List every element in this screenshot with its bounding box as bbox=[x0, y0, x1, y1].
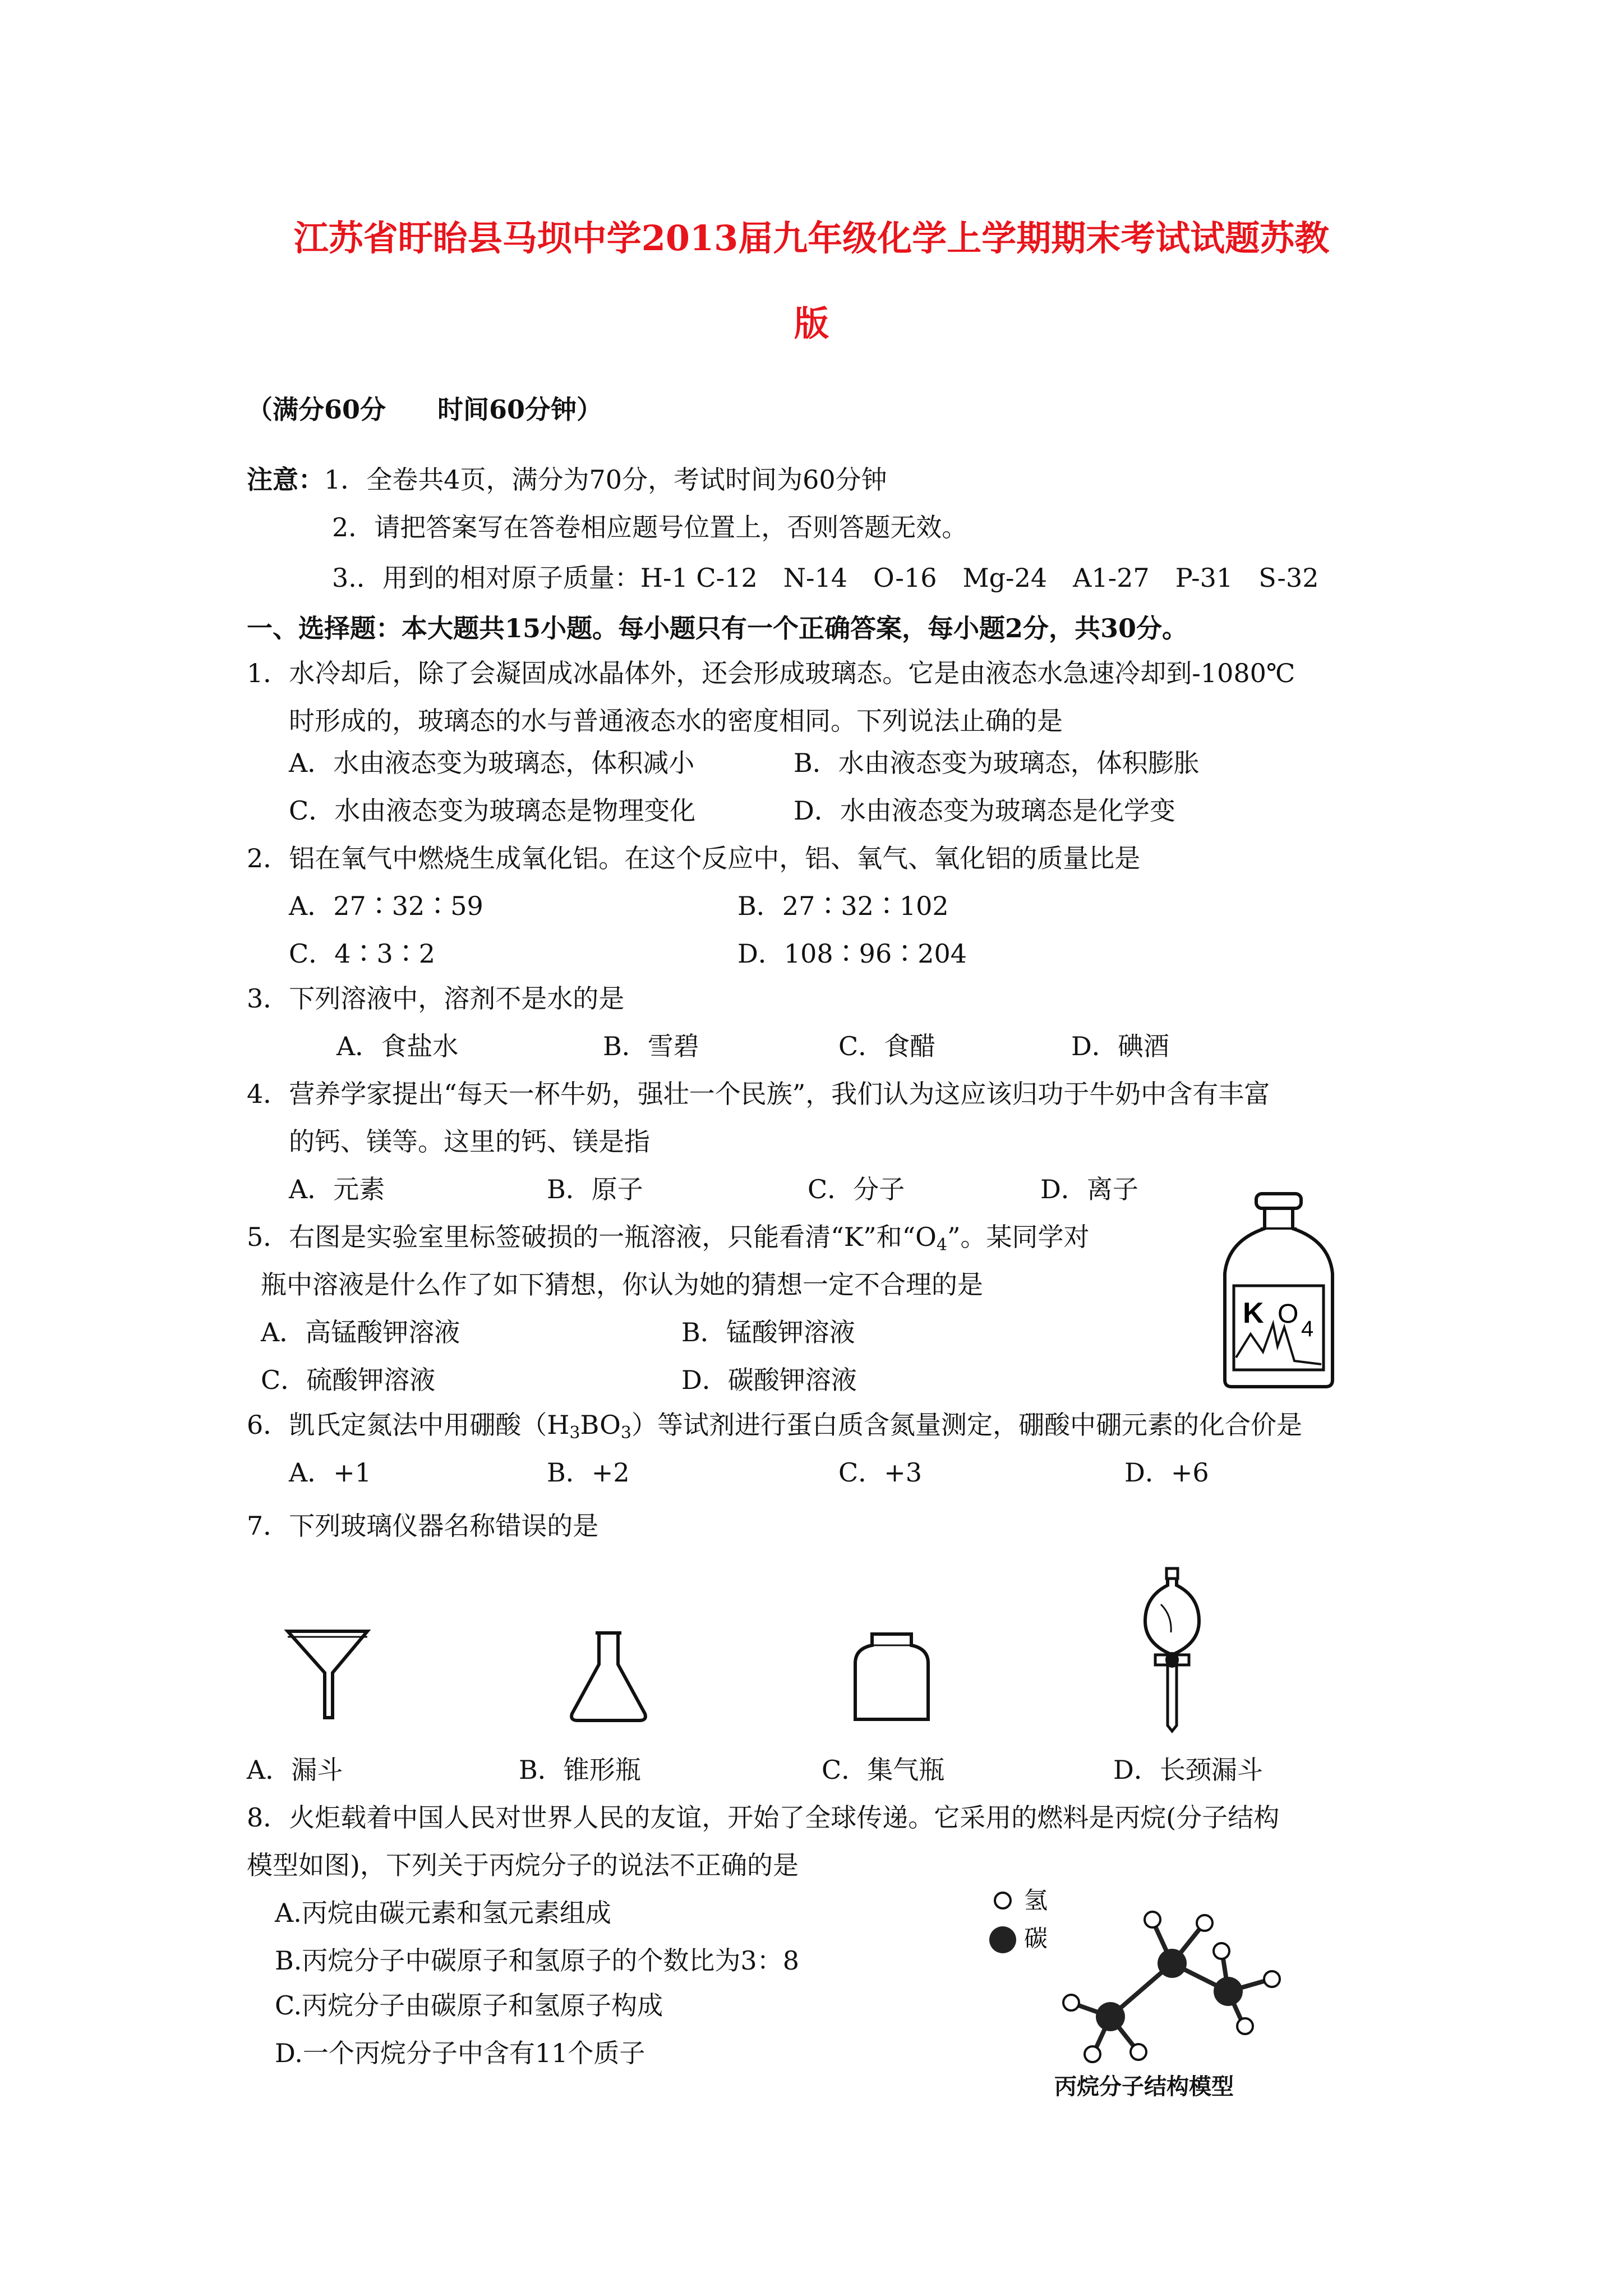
q6-option-a: A．+1 bbox=[289, 1457, 372, 1488]
q5-line1-pre: 5．右图是实验室里标签破损的一瓶溶液，只能看清“K”和“O bbox=[247, 1222, 937, 1252]
q4-option-c: C．分子 bbox=[808, 1174, 905, 1204]
carbon-atoms bbox=[1096, 1949, 1243, 2031]
propane-model-figure bbox=[987, 1885, 1301, 2070]
hydrogen-legend-icon bbox=[995, 1893, 1011, 1908]
q5-option-b: B．锰酸钾溶液 bbox=[681, 1317, 855, 1347]
funnel-icon bbox=[283, 1627, 373, 1722]
propane-model-caption: 丙烷分子结构模型 bbox=[1054, 2074, 1234, 2100]
q5-option-c: C．硫酸钾溶液 bbox=[261, 1365, 436, 1395]
q2-option-d: D．108∶96∶204 bbox=[737, 938, 967, 969]
q4-option-b: B．原子 bbox=[547, 1174, 643, 1204]
q2-option-a: A．27∶32∶59 bbox=[289, 891, 483, 921]
q8-option-a: A.丙烷由碳元素和氢元素组成 bbox=[275, 1898, 611, 1928]
q2-option-b: B．27∶32∶102 bbox=[737, 891, 949, 921]
q1-option-b: B．水由液态变为玻璃态，体积膨胀 bbox=[794, 748, 1200, 778]
q3-option-c: C．食醋 bbox=[838, 1031, 936, 1061]
q2-option-c: C．4∶3∶2 bbox=[289, 938, 435, 969]
q3-option-b: B．雪碧 bbox=[603, 1031, 699, 1061]
q5-line2: 瓶中溶液是什么作了如下猜想，你认为她的猜想一定不合理的是 bbox=[261, 1269, 983, 1300]
q8-line2: 模型如图)，下列关于丙烷分子的说法不正确的是 bbox=[247, 1850, 799, 1880]
q8-option-c: C.丙烷分子由碳原子和氢原子构成 bbox=[275, 1990, 663, 2021]
q2-stem: 2．铝在氧气中燃烧生成氧化铝。在这个反应中，铝、氧气、氧化铝的质量比是 bbox=[247, 843, 1141, 873]
note-2: 2．请把答案写在答卷相应题号位置上，否则答题无效。 bbox=[332, 512, 968, 542]
q7-option-b: B．锥形瓶 bbox=[519, 1755, 641, 1785]
bottle-body-icon bbox=[1225, 1208, 1332, 1387]
section-heading: 一、选择题：本大题共15小题。每小题只有一个正确答案，每小题2分，共30分。 bbox=[247, 613, 1188, 643]
notes-label: 注意： bbox=[247, 464, 324, 495]
q1-line1: 1．水冷却后，除了会凝固成冰晶体外，还会形成玻璃态。它是由液态水急速冷却到-1080℃ bbox=[247, 658, 1295, 688]
label-k: K bbox=[1243, 1297, 1264, 1329]
bottle-stopper-icon bbox=[1256, 1194, 1301, 1208]
document-title-line1: 江苏省盱眙县马坝中学2013届九年级化学上学期期末考试试题苏教 bbox=[293, 218, 1330, 259]
label-4: 4 bbox=[1301, 1317, 1314, 1341]
q6-post: ）等试剂进行蛋白质含氮量测定，硼酸中硼元素的化合价是 bbox=[631, 1410, 1302, 1440]
exam-meta: （满分60分 时间60分钟） bbox=[247, 394, 603, 425]
reagent-bottle-figure bbox=[1217, 1189, 1340, 1391]
q3-stem: 3．下列溶液中，溶剂不是水的是 bbox=[247, 983, 625, 1014]
separatory-funnel-icon bbox=[1138, 1565, 1206, 1733]
q7-option-a: A．漏斗 bbox=[247, 1755, 343, 1785]
q7-option-c: C．集气瓶 bbox=[822, 1755, 945, 1785]
q6-option-b: B．+2 bbox=[547, 1457, 630, 1488]
note-3: 3.．用到的相对原子质量：H-1 C-12 N-14 O-16 Mg-24 A1-27 P-31 S-32 bbox=[332, 563, 1319, 593]
q5-line1-sub: 4 bbox=[936, 1235, 947, 1255]
q6-sub1: 3 bbox=[569, 1423, 580, 1443]
q6-pre: 6．凯氏定氮法中用硼酸（H bbox=[247, 1410, 570, 1440]
note-1: 1．全卷共4页，满分为70分，考试时间为60分钟 bbox=[324, 464, 887, 495]
notes-line1 bbox=[247, 463, 887, 496]
q6-stem bbox=[247, 1408, 1302, 1450]
q5-option-d: D．碳酸钾溶液 bbox=[681, 1365, 857, 1395]
q4-option-d: D．离子 bbox=[1040, 1174, 1138, 1204]
legend-carbon-label: 碳 bbox=[1024, 1925, 1048, 1952]
q4-option-a: A．元素 bbox=[289, 1174, 385, 1204]
q6-option-d: D．+6 bbox=[1124, 1457, 1209, 1488]
q3-option-d: D．碘酒 bbox=[1071, 1031, 1169, 1061]
carbon-legend-icon bbox=[989, 1926, 1016, 1953]
q4-line2: 的钙、镁等。这里的钙、镁是指 bbox=[289, 1126, 650, 1157]
q5-line1-post: ”。某同学对 bbox=[947, 1222, 1090, 1252]
q1-option-a: A．水由液态变为玻璃态，体积减小 bbox=[289, 748, 695, 778]
gas-jar-icon bbox=[850, 1630, 934, 1725]
q7-option-d: D．长颈漏斗 bbox=[1113, 1755, 1263, 1785]
q1-option-d: D．水由液态变为玻璃态是化学变 bbox=[794, 795, 1175, 826]
q5-line1 bbox=[247, 1220, 1090, 1262]
q5-option-a: A．高锰酸钾溶液 bbox=[261, 1317, 460, 1347]
document-title-line2: 版 bbox=[794, 303, 829, 344]
label-o: O bbox=[1278, 1299, 1299, 1329]
legend-hydrogen-label: 氢 bbox=[1024, 1887, 1048, 1914]
erlenmeyer-flask-icon bbox=[566, 1630, 651, 1725]
q8-option-d: D.一个丙烷分子中含有11个质子 bbox=[275, 2038, 645, 2068]
q1-option-c: C．水由液态变为玻璃态是物理变化 bbox=[289, 795, 696, 826]
q3-option-a: A．食盐水 bbox=[336, 1031, 459, 1061]
q6-option-c: C．+3 bbox=[838, 1457, 923, 1488]
q8-option-b: B.丙烷分子中碳原子和氢原子的个数比为3：8 bbox=[275, 1945, 799, 1976]
q4-line1: 4．营养学家提出“每天一杯牛奶，强壮一个民族”，我们认为这应该归功于牛奶中含有丰富 bbox=[247, 1079, 1270, 1109]
q6-mid: BO bbox=[580, 1410, 621, 1440]
q6-sub2: 3 bbox=[620, 1423, 631, 1443]
q1-line2: 时形成的，玻璃态的水与普通液态水的密度相同。下列说法止确的是 bbox=[289, 706, 1063, 736]
q7-stem: 7．下列玻璃仪器名称错误的是 bbox=[247, 1511, 599, 1541]
q8-line1: 8．火炬载着中国人民对世界人民的友谊，开始了全球传递。它采用的燃料是丙烷(分子结构 bbox=[247, 1802, 1280, 1833]
